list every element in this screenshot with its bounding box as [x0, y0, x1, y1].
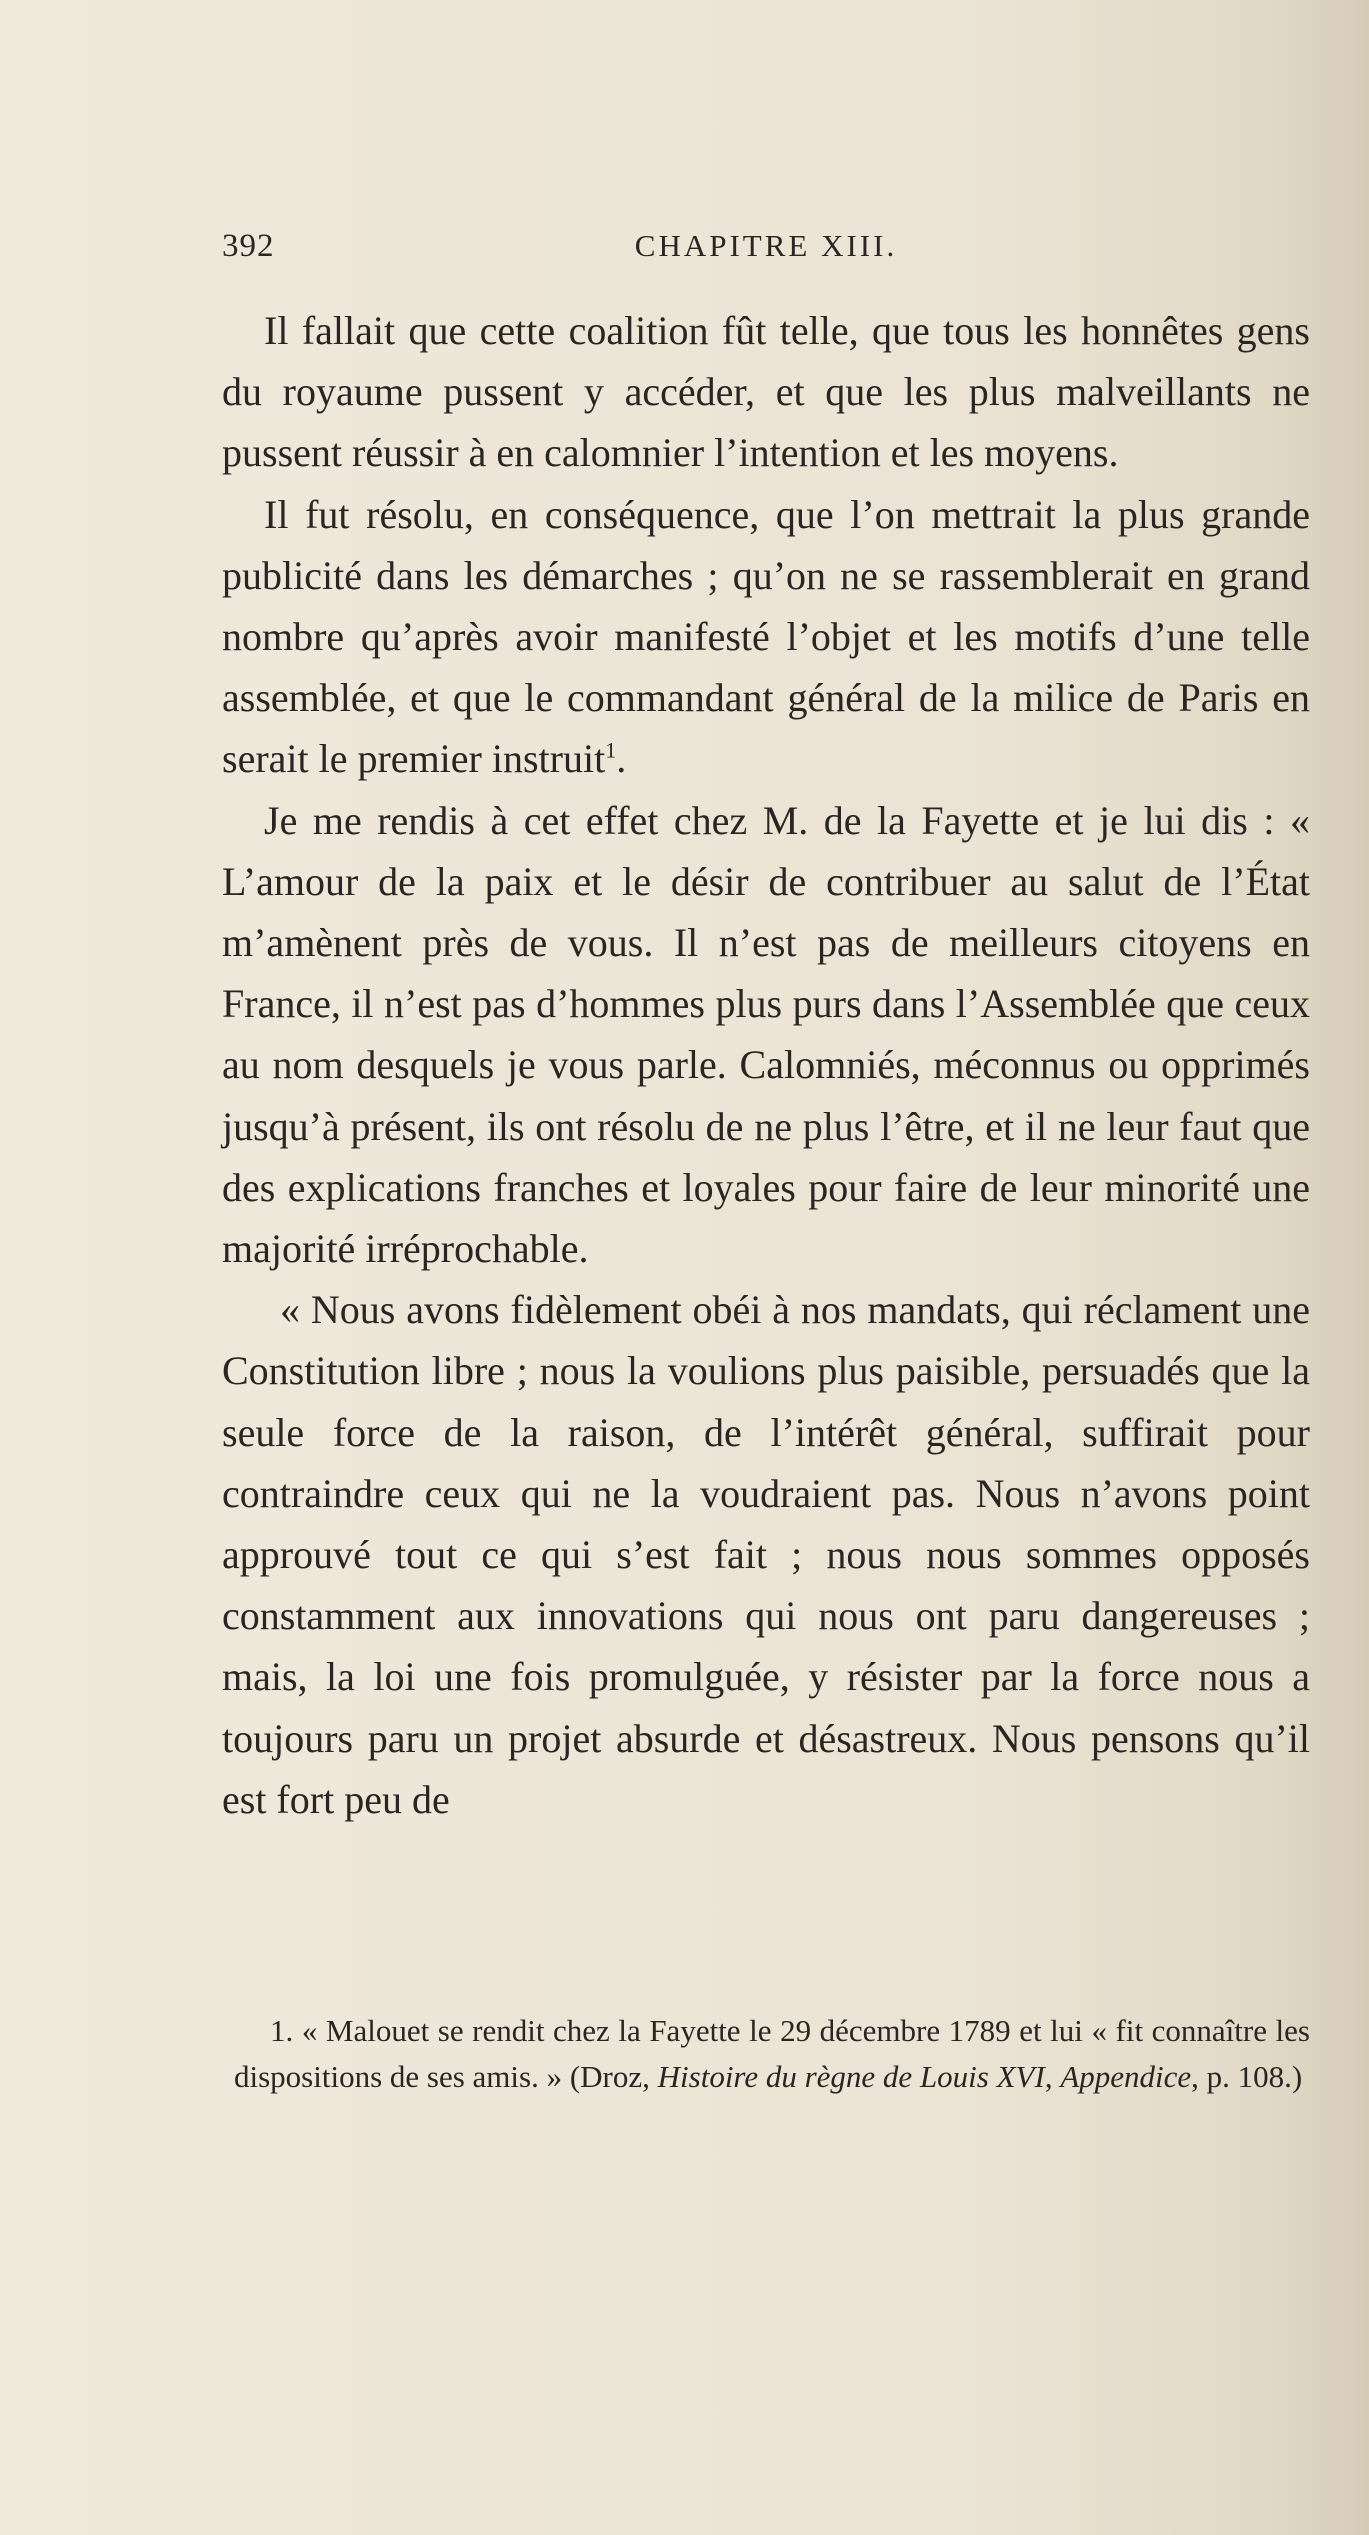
footnote-title-2: Appendice: [1060, 2059, 1192, 2094]
page-number: 392: [222, 228, 275, 264]
footnote-lead: 1. « Malouet se rendit chez la Fayette le 29 décembre 1789 et lui « fit connaître les dispositions de ses amis. » (Droz,: [234, 2013, 1310, 2094]
paragraph-3: Je me rendis à cet effet chez M. de la Fayette et je lui dis : « L’amour de la paix et le désir de contribuer au salut de l’État m’amènent près de vous. Il n’est pas de meilleurs citoyens en France, il n’est pas d’hommes plus purs dans l’Assemblée que ceux au nom desquels je vous parle. Calomniés, méconnus ou opprimés jusqu’à présent, ils ont résolu de ne plus l’être, et il ne leur faut que des explications franches et loyales pour faire de leur minorité une majorité irréprochable.: [222, 797, 1310, 1272]
footnote-reference: 1: [605, 738, 617, 764]
footnote: [234, 2008, 1310, 2100]
paragraph-2-end: .: [616, 736, 627, 782]
footnote-tail: , p. 108.): [1191, 2059, 1303, 2094]
paragraph-2: [222, 484, 1310, 790]
paragraph-2-text: Il fut résolu, en conséquence, que l’on mettrait la plus grande publicité dans les démarches ; qu’on ne se rassemblerait en grand nombre qu’après avoir manifesté l’objet et les motifs d’une telle assemblée, et que le commandant général de la milice de Paris en serait le premier instruit: [222, 491, 1310, 782]
paragraph-1: Il fallait que cette coalition fût telle, que tous les honnêtes gens du royaume pussent y accéder, et que les plus malveillants ne pussent réussir à en calomnier l’intention et les moyens.: [222, 308, 1310, 476]
footnote-text: [234, 2008, 1310, 2100]
footnote-sep: ,: [1044, 2059, 1061, 2094]
body-text: [222, 300, 1310, 1830]
page-header: [222, 228, 1310, 278]
footnote-title-1: Histoire du règne de Louis XVI: [657, 2059, 1045, 2094]
running-head: CHAPITRE XIII.: [634, 228, 898, 263]
paragraph-4: « Nous avons fidèlement obéi à nos mandats, qui réclament une Constitution libre ; nous la voulions plus paisible, persuadés que la seule force de la raison, de l’intérêt général, suffirait pour contraindre ceux qui ne la voudraient pas. Nous n’avons point approuvé tout ce qui s’est fait ; nous nous sommes opposés constamment aux innovations qui nous ont paru dangereuses ; mais, la loi une fois promulguée, y résister par la force nous a toujours paru un projet absurde et désastreux. Nous pensons qu’il est fort peu de: [222, 1287, 1310, 1822]
